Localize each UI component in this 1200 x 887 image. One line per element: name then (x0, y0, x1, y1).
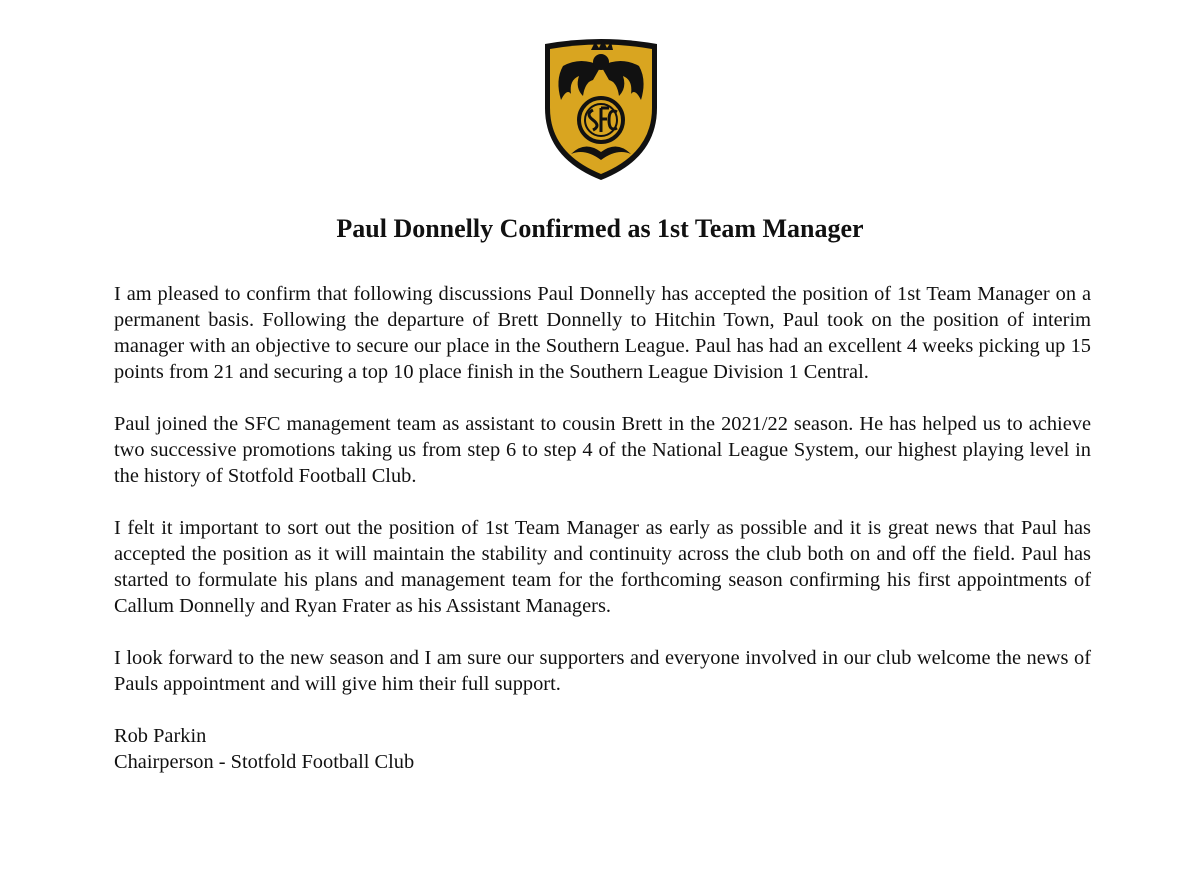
page-title: Paul Donnelly Confirmed as 1st Team Manager (336, 214, 864, 243)
club-crest-logo (541, 36, 661, 182)
signature-name: Rob Parkin (114, 725, 207, 747)
paragraph: I felt it important to sort out the position of 1st Team Manager as early as possible and it is great news that Paul has accepted the position as it will maintain the stability and continuity across the club both on and off the field. Paul has started to formulate his plans and management team for the forthcoming season confirming his first appointments of Callum Donnelly and Ryan Frater as his Assistant Managers. (114, 517, 1091, 617)
paragraph: Paul joined the SFC management team as assistant to cousin Brett in the 2021/22 season. He has helped us to achieve two successive promotions taking us from step 6 to step 4 of the National League System, our highest playing level in the history of Stotfold Football Club. (114, 413, 1091, 487)
letter-body (114, 281, 1091, 775)
paragraph: I am pleased to confirm that following discussions Paul Donnelly has accepted the position of 1st Team Manager on a permanent basis. Following the departure of Brett Donnelly to Hitchin Town, Paul took on the position of interim manager with an objective to secure our place in the Southern League. Paul has had an excellent 4 weeks picking up 15 points from 21 and securing a top 10 place finish in the Southern League Division 1 Central. (114, 283, 1091, 383)
signature-role: Chairperson - Stotfold Football Club (114, 751, 415, 773)
paragraph: I look forward to the new season and I am sure our supporters and everyone involved in our club welcome the news of Pauls appointment and will give him their full support. (114, 647, 1091, 695)
